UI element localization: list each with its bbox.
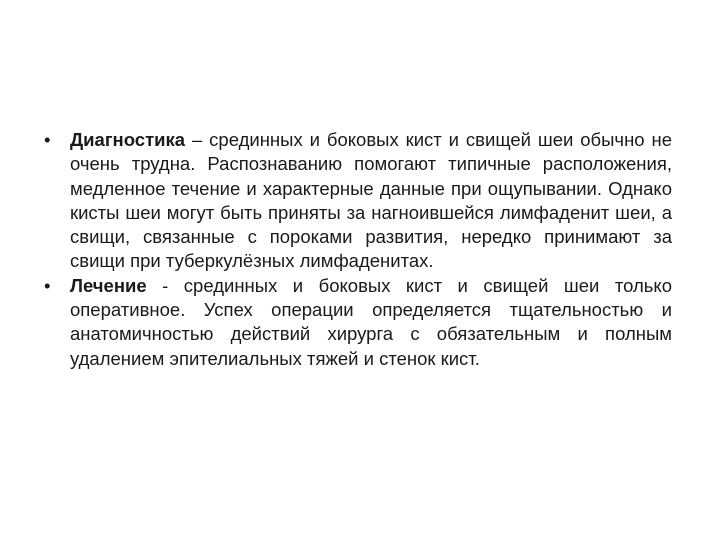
bullet-marker: • — [44, 274, 51, 296]
bullet-list — [44, 128, 672, 371]
slide-content — [44, 128, 672, 371]
bullet-text: – срединных и боковых кист и свищей шеи обычно не очень трудна. Распознаванию помогают типичные расположения, медленное течение и характерные данные при ощупывании. Однако кисты шеи могут быть приняты за нагноившейся лимфаденит шеи, а свищи, связанные с пороками развития, нередко принимают за свищи при туберкулёзных лимфаденитах. — [70, 129, 672, 272]
bullet-marker: • — [44, 129, 51, 150]
bullet-text: - срединных и боковых кист и свищей шеи только оперативное. Успех операции определяется тщательностью и анатомичностью действий хирурга с обязательным и полным удалением эпителиальных тяжей и стенок кист. — [70, 274, 672, 369]
bullet-item-diagnostics — [44, 128, 672, 274]
bullet-term: Диагностика — [70, 129, 186, 150]
bullet-term: Лечение — [70, 274, 147, 296]
bullet-item-treatment — [44, 274, 672, 371]
